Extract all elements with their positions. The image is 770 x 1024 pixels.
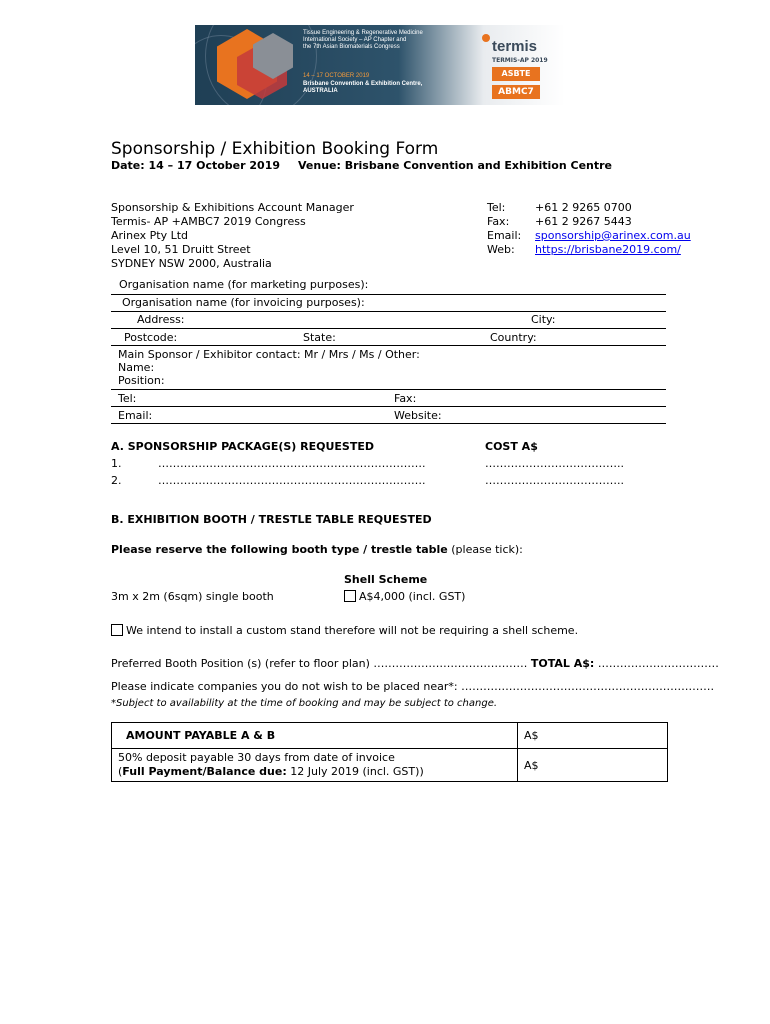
address-line: Arinex Pty Ltd [111, 229, 189, 242]
item-number: 1. [111, 457, 122, 470]
booth-description: 3m x 2m (6sqm) single booth [111, 590, 274, 603]
postcode-label: Postcode: [124, 331, 178, 344]
item-number: 2. [111, 474, 122, 487]
address-line: Sponsorship & Exhibitions Account Manager [111, 201, 354, 214]
table-divider [112, 748, 667, 749]
preferred-position-text[interactable]: Preferred Booth Position (s) (refer to floor plan) …………………………………… [111, 657, 528, 670]
near-companies-field[interactable]: Please indicate companies you do not wish to be placed near*: …………………………………………………………… [111, 680, 715, 693]
balance-open-paren: ( [118, 765, 123, 778]
email-link[interactable]: sponsorship@arinex.com.au [535, 229, 691, 242]
email-label: Email: [487, 229, 522, 242]
field-line [111, 423, 666, 424]
fax-field-label: Fax: [394, 392, 417, 405]
package-field[interactable]: ………………………………………………………………. [158, 474, 426, 487]
deposit-text: 50% deposit payable 30 days from date of invoice [118, 751, 395, 764]
banner-line3: the 7th Asian Biomaterials Congress [303, 44, 400, 50]
abmc7-badge: ABMC7 [492, 85, 540, 99]
balance-due-date: 12 July 2019 (incl. GST) [286, 765, 420, 778]
tel-field-label: Tel: [118, 392, 137, 405]
booth-price: A$4,000 (incl. GST) [359, 590, 466, 603]
custom-stand-option [111, 624, 578, 637]
banner-dates: 14 – 17 OCTOBER 2019 [303, 73, 370, 79]
banner-venue-line1: Brisbane Convention & Exhibition Centre, [303, 81, 423, 87]
org-invoicing-label: Organisation name (for invoicing purposes): [122, 296, 365, 309]
field-line [111, 406, 666, 407]
event-date: Date: 14 – 17 October 2019 [111, 159, 280, 172]
cost-field[interactable]: ……………………………….. [485, 474, 624, 487]
web-label: Web: [487, 243, 515, 256]
fax-value: +61 2 9267 5443 [535, 215, 632, 228]
address-label: Address: [137, 313, 185, 326]
field-line [111, 345, 666, 346]
banner-line1: Tissue Engineering & Regenerative Medicine [303, 30, 423, 36]
balance-due-label: Full Payment/Balance due: [122, 765, 287, 778]
name-label: Name: [118, 361, 155, 374]
cost-heading: COST A$ [485, 440, 538, 453]
shell-scheme-checkbox[interactable] [344, 590, 356, 602]
deposit-value[interactable]: A$ [524, 759, 539, 772]
amount-payable-heading: AMOUNT PAYABLE A & B [126, 729, 276, 742]
balance-due-text [118, 765, 424, 778]
address-line: Termis- AP +AMBC7 2019 Congress [111, 215, 306, 228]
shell-scheme-option [344, 590, 465, 603]
total-label: TOTAL A$: [530, 657, 595, 670]
field-line [111, 294, 666, 295]
availability-note: *Subject to availability at the time of booking and may be subject to change. [111, 698, 498, 709]
custom-stand-checkbox[interactable] [111, 624, 123, 636]
asbte-badge: ASBTE [492, 67, 540, 81]
country-label: Country: [490, 331, 537, 344]
city-label: City: [531, 313, 556, 326]
booth-instruction [111, 543, 523, 556]
fax-label: Fax: [487, 215, 510, 228]
termis-ap-subtitle: TERMIS-AP 2019 [492, 57, 548, 64]
address-line: Level 10, 51 Druitt Street [111, 243, 251, 256]
payment-table [111, 722, 668, 782]
total-field[interactable]: …………………………… [597, 657, 719, 670]
section-b-heading: B. EXHIBITION BOOTH / TRESTLE TABLE REQUESTED [111, 513, 432, 526]
cost-field[interactable]: ……………………………….. [485, 457, 624, 470]
termis-logo-text: termis [492, 38, 538, 55]
termis-logo-dot-icon [482, 34, 490, 42]
field-line [111, 311, 666, 312]
banner-venue-line2: AUSTRALIA [303, 88, 338, 94]
amount-payable-value[interactable]: A$ [524, 729, 539, 742]
org-marketing-label: Organisation name (for marketing purposes): [119, 278, 369, 291]
email-field-label: Email: [118, 409, 153, 422]
shell-scheme-heading: Shell Scheme [344, 573, 428, 586]
preferred-position-field [111, 657, 719, 670]
website-field-label: Website: [394, 409, 442, 422]
event-venue: Venue: Brisbane Convention and Exhibition Centre [298, 159, 613, 172]
page-title: Sponsorship / Exhibition Booking Form [111, 139, 439, 159]
table-divider [517, 723, 518, 781]
booth-instruction-rest: (please tick): [447, 543, 523, 556]
section-a-heading: A. SPONSORSHIP PACKAGE(S) REQUESTED [111, 440, 375, 453]
field-line [111, 389, 666, 390]
field-line [111, 328, 666, 329]
main-contact-label: Main Sponsor / Exhibitor contact: [118, 348, 301, 361]
position-label: Position: [118, 374, 165, 387]
address-line: SYDNEY NSW 2000, Australia [111, 257, 272, 270]
booth-instruction-bold: Please reserve the following booth type / trestle table [111, 543, 448, 556]
tel-label: Tel: [487, 201, 506, 214]
website-link[interactable]: https://brisbane2019.com/ [535, 243, 681, 256]
state-label: State: [303, 331, 336, 344]
balance-close-paren: ) [419, 765, 424, 778]
conference-banner [195, 25, 565, 105]
banner-line2: International Society – AP Chapter and [303, 37, 407, 43]
custom-stand-text: We intend to install a custom stand therefore will not be requiring a shell scheme. [126, 624, 579, 637]
title-options-label: Mr / Mrs / Ms / Other: [304, 348, 420, 361]
package-field[interactable]: ………………………………………………………………. [158, 457, 426, 470]
tel-value: +61 2 9265 0700 [535, 201, 632, 214]
